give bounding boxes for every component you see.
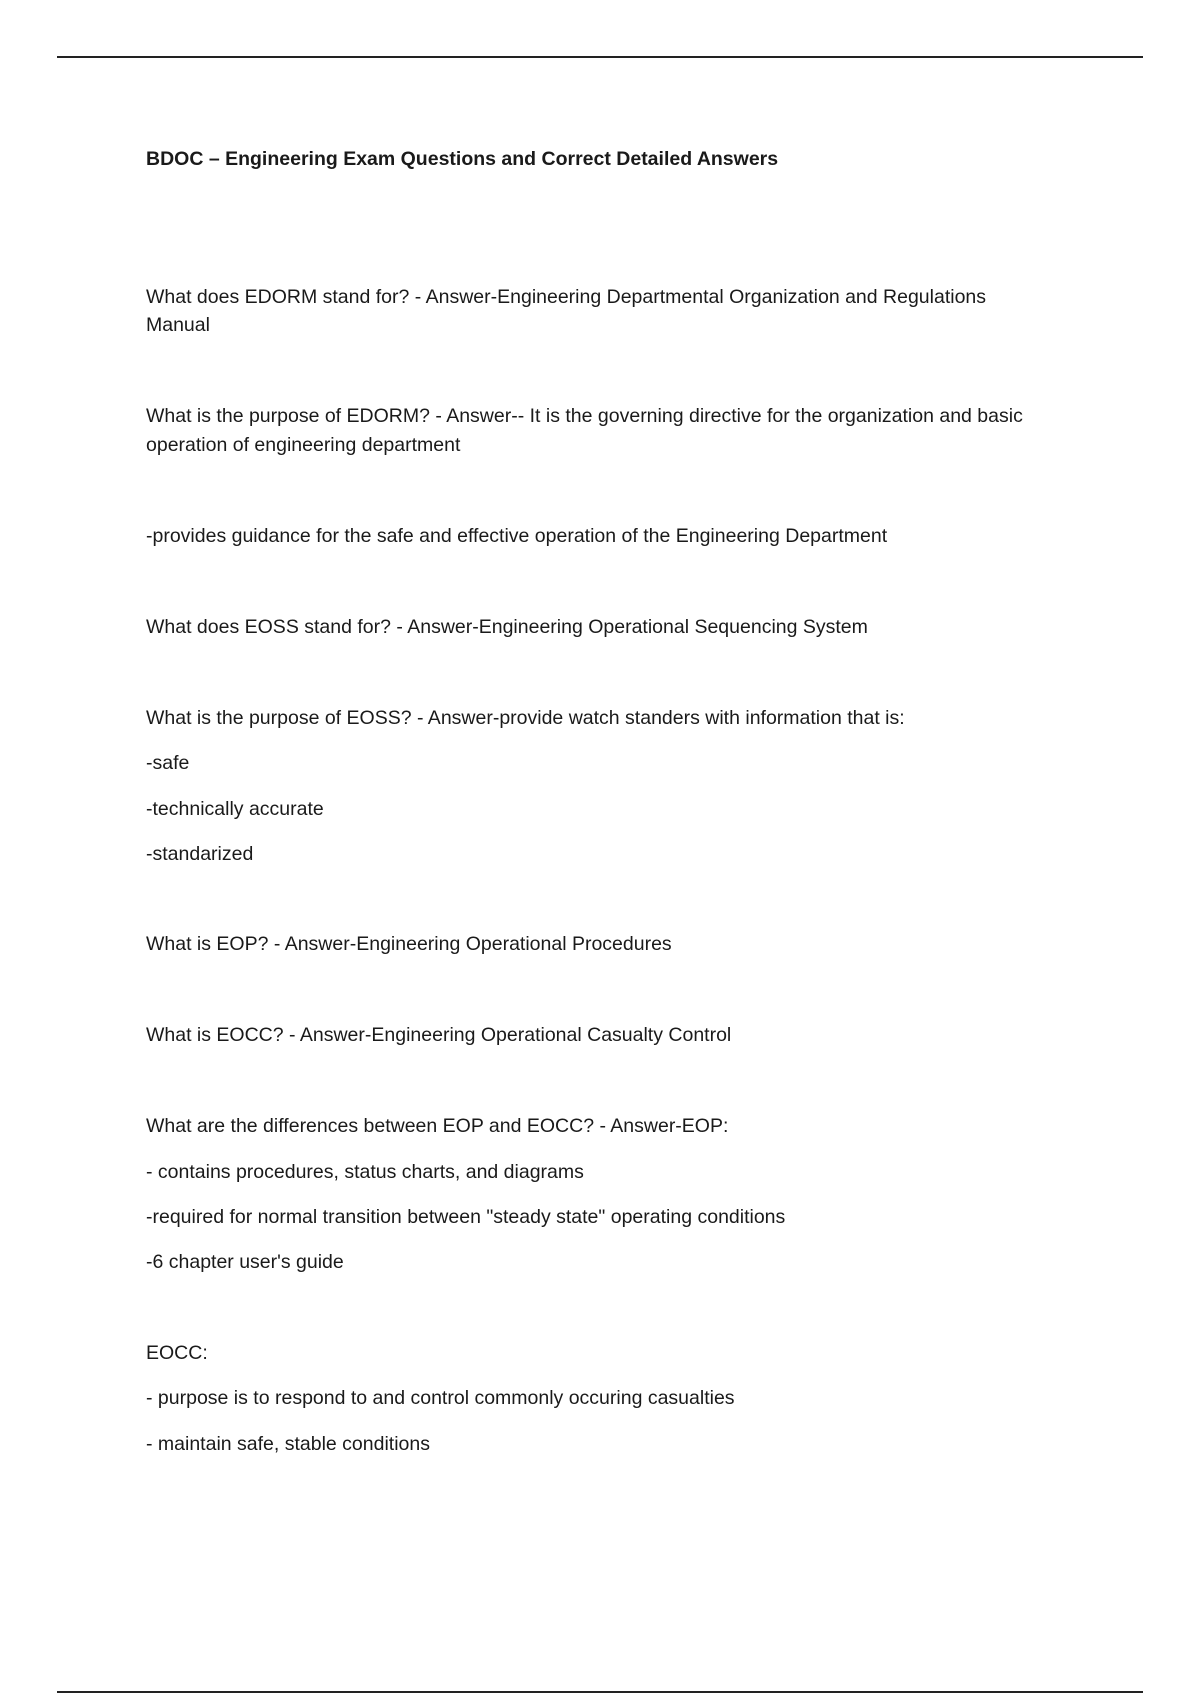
qa-line-eoss-item-accurate: -technically accurate <box>146 798 324 820</box>
qa-line-eoss-question: What does EOSS stand for? - Answer-Engineering Operational Sequencing System <box>146 616 868 638</box>
qa-line-differences-question: What are the differences between EOP and EOCC? - Answer-EOP: <box>146 1115 729 1137</box>
top-rule <box>57 56 1143 58</box>
qa-line-eop-item-transition: -required for normal transition between "steady state" operating conditions <box>146 1206 786 1228</box>
qa-line-eocc-item-stable: - maintain safe, stable conditions <box>146 1433 430 1455</box>
bottom-rule <box>57 1691 1143 1693</box>
qa-line-edorm-purpose: What is the purpose of EDORM? - Answer-- It is the governing directive for the organization and basic <box>146 405 1023 427</box>
qa-line-eocc-heading: EOCC: <box>146 1342 208 1364</box>
qa-line-edorm-purpose-continuation: operation of engineering department <box>146 434 461 456</box>
document-title: BDOC – Engineering Exam Questions and Correct Detailed Answers <box>146 148 779 170</box>
qa-line-eoss-purpose: What is the purpose of EOSS? - Answer-provide watch standers with information that is: <box>146 707 905 729</box>
qa-line-eoss-item-standardized: -standarized <box>146 843 254 865</box>
qa-line-edorm-guidance: -provides guidance for the safe and effective operation of the Engineering Department <box>146 525 888 547</box>
qa-line-edorm-continuation: Manual <box>146 314 210 336</box>
qa-line-eop-item-contents: - contains procedures, status charts, and diagrams <box>146 1161 584 1183</box>
qa-line-eocc-item-purpose: - purpose is to respond to and control commonly occuring casualties <box>146 1387 735 1409</box>
qa-line-eocc-question: What is EOCC? - Answer-Engineering Operational Casualty Control <box>146 1024 732 1046</box>
qa-line-eoss-item-safe: -safe <box>146 752 190 774</box>
qa-line-edorm-question: What does EDORM stand for? - Answer-Engineering Departmental Organization and Regulations <box>146 286 987 308</box>
qa-line-eop-item-guide: -6 chapter user's guide <box>146 1251 344 1273</box>
qa-line-eop-question: What is EOP? - Answer-Engineering Operational Procedures <box>146 933 672 955</box>
